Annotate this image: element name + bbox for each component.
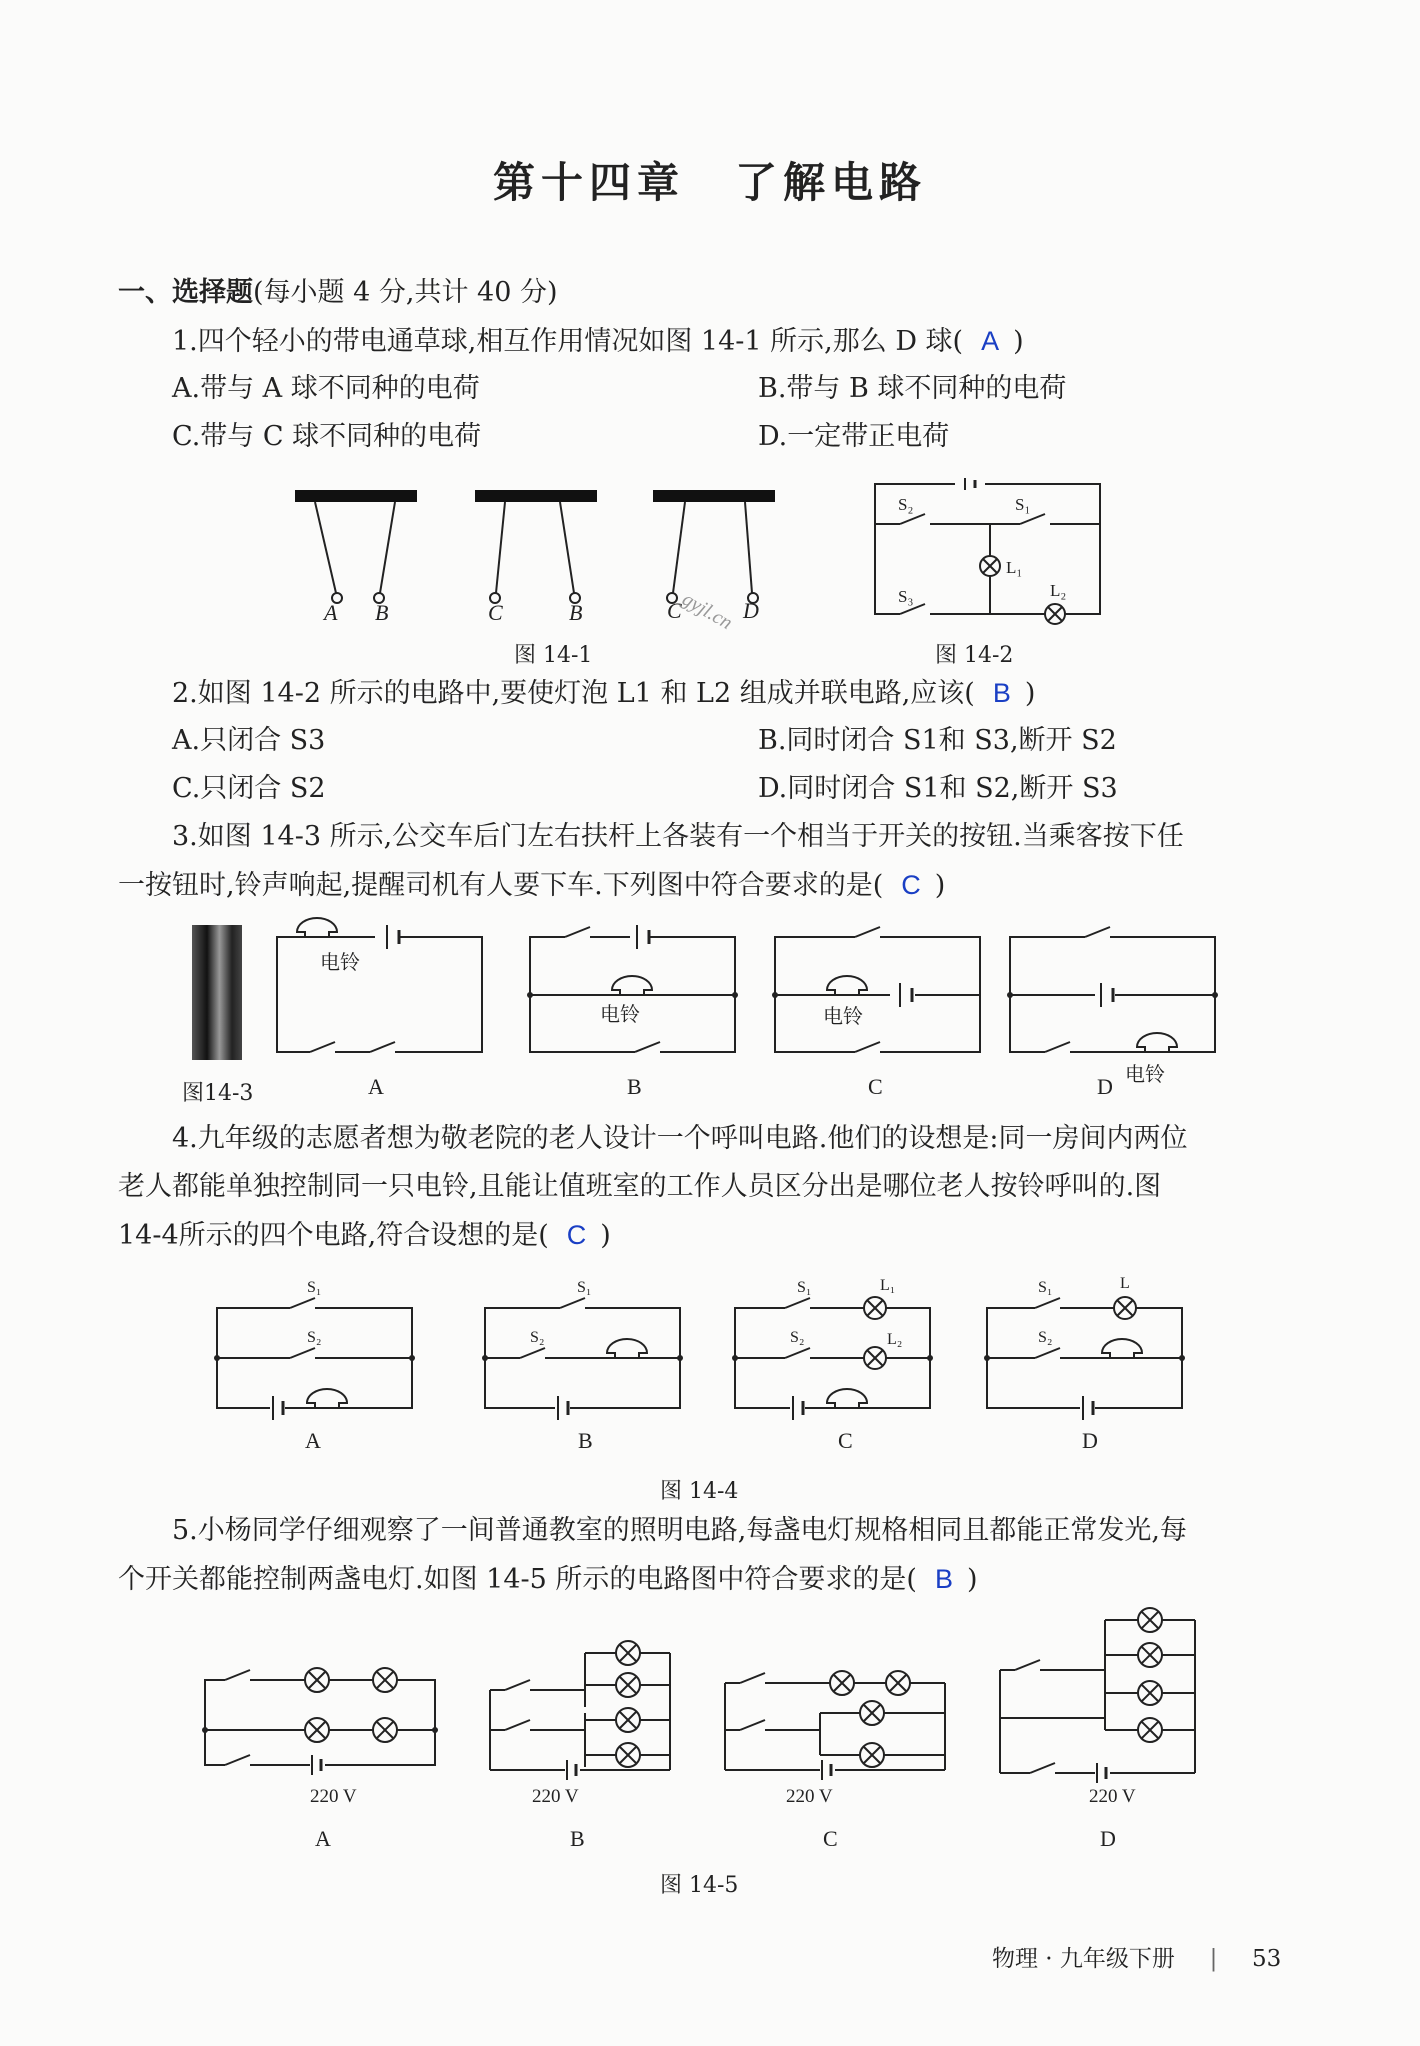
svg-text:S₂: S₂ bbox=[790, 1329, 805, 1346]
svg-text:S₁: S₁ bbox=[307, 1279, 322, 1296]
bell-label-a: 电铃 bbox=[320, 952, 360, 974]
watermark: gyjl.cn bbox=[678, 588, 737, 635]
q2-option-c: C.只闭合 S2 bbox=[172, 773, 326, 804]
q2-stem bbox=[172, 676, 1035, 711]
section-label: 一、选择题 bbox=[118, 277, 253, 308]
q3-fig-label-a: A bbox=[368, 1074, 384, 1099]
figure-14-3-circuits bbox=[275, 915, 1235, 1065]
q4-answer: C bbox=[566, 1220, 587, 1250]
circuit-5a bbox=[202, 1668, 438, 1775]
q2-option-d: D.同时闭合 S1和 S2,断开 S3 bbox=[758, 773, 1118, 804]
page-footer bbox=[992, 1940, 1281, 1973]
q5-line-2 bbox=[118, 1562, 978, 1597]
q3-line-2 bbox=[118, 868, 945, 903]
circuit-4a bbox=[214, 1279, 415, 1420]
q5-close: ) bbox=[966, 1564, 978, 1595]
fig-14-4-caption: 图 14-4 bbox=[660, 1479, 739, 1504]
q1-option-b: B.带与 B 球不同种的电荷 bbox=[758, 373, 1067, 404]
ball-label-c: C bbox=[488, 600, 503, 625]
figure-14-4 bbox=[215, 1270, 1195, 1430]
q4-fig-label-b: B bbox=[578, 1428, 593, 1453]
q2-option-a: A.只闭合 S3 bbox=[172, 725, 326, 756]
bell-label-d: 电铃 bbox=[1125, 1064, 1165, 1086]
voltage-label-a: 220 V bbox=[310, 1786, 357, 1807]
q1-stem-text: 1.四个轻小的带电通草球,相互作用情况如图 14-1 所示,那么 D 球( bbox=[172, 326, 964, 357]
section-heading bbox=[118, 276, 558, 310]
voltage-label-d: 220 V bbox=[1089, 1786, 1136, 1807]
q5-fig-label-a: A bbox=[315, 1826, 331, 1851]
chapter-name: 了解电路 bbox=[735, 158, 928, 207]
svg-text:L₂: L₂ bbox=[887, 1331, 903, 1348]
q4-line-1: 4.九年级的志愿者想为敬老院的老人设计一个呼叫电路.他们的设想是:同一房间内两位 bbox=[172, 1123, 1188, 1154]
bell-label-b: 电铃 bbox=[600, 1004, 640, 1026]
book-title: 物理 · 九年级下册 bbox=[992, 1946, 1175, 1972]
ball-pair-cd bbox=[653, 490, 775, 603]
q4-fig-label-c: C bbox=[838, 1428, 853, 1453]
q4-line-2: 老人都能单独控制同一只电铃,且能让值班室的工作人员区分出是哪位老人按铃呼叫的.图 bbox=[118, 1171, 1162, 1202]
circuit-3d bbox=[1007, 927, 1218, 1052]
q3-fig-label-b: B bbox=[627, 1074, 642, 1099]
q5-fig-label-c: C bbox=[823, 1826, 838, 1851]
svg-text:L: L bbox=[1120, 1275, 1130, 1292]
q1-option-a: A.带与 A 球不同种的电荷 bbox=[172, 373, 480, 404]
page-number: 53 bbox=[1251, 1946, 1282, 1972]
circuit-5c bbox=[725, 1671, 945, 1780]
q5-line-1: 5.小杨同学仔细观察了一间普通教室的照明电路,每盏电灯规格相同且都能正常发光,每 bbox=[172, 1515, 1187, 1546]
q3-fig-label-d: D bbox=[1097, 1074, 1113, 1099]
figure-14-2 bbox=[870, 478, 1110, 618]
q4-fig-label-d: D bbox=[1082, 1428, 1098, 1453]
fig-14-2-caption: 图 14-2 bbox=[935, 643, 1014, 668]
fig-14-3-caption: 图14-3 bbox=[182, 1081, 254, 1106]
circuit-3a bbox=[277, 918, 482, 1052]
q1-answer: A bbox=[981, 326, 1000, 356]
ball-label-b2: B bbox=[569, 600, 583, 625]
voltage-label-c: 220 V bbox=[786, 1786, 833, 1807]
figure-14-5 bbox=[200, 1605, 1200, 1785]
q4-line-3-text: 14-4所示的四个电路,符合设想的是( bbox=[118, 1220, 549, 1251]
fig-14-1-caption: 图 14-1 bbox=[514, 643, 593, 668]
section-note: (每小题 4 分,共计 40 分) bbox=[253, 277, 558, 308]
q3-fig-label-c: C bbox=[868, 1074, 883, 1099]
chapter-number: 第十四章 bbox=[492, 158, 685, 207]
q1-option-c: C.带与 C 球不同种的电荷 bbox=[172, 421, 482, 452]
ball-label-c2: C bbox=[667, 598, 682, 623]
voltage-label-b: 220 V bbox=[532, 1786, 579, 1807]
svg-text:S₁: S₁ bbox=[577, 1279, 592, 1296]
circuit-4b bbox=[482, 1279, 683, 1420]
svg-text:S₂: S₂ bbox=[530, 1329, 545, 1346]
ball-label-a: A bbox=[324, 600, 338, 625]
label-s3: S₃ bbox=[898, 587, 914, 606]
circuit-5d bbox=[1000, 1608, 1195, 1783]
q3-answer: C bbox=[901, 870, 921, 900]
svg-text:S₂: S₂ bbox=[1038, 1329, 1053, 1346]
svg-text:S₁: S₁ bbox=[1038, 1279, 1053, 1296]
q5-fig-label-b: B bbox=[570, 1826, 585, 1851]
q3-line-1: 3.如图 14-3 所示,公交车后门左右扶杆上各装有一个相当于开关的按钮.当乘客按下任 bbox=[172, 821, 1184, 852]
q3-close: ) bbox=[934, 870, 946, 901]
q1-stem bbox=[172, 324, 1024, 359]
q2-stem-text: 2.如图 14-2 所示的电路中,要使灯泡 L1 和 L2 组成并联电路,应该( bbox=[172, 678, 975, 709]
q5-line-2-text: 个开关都能控制两盏电灯.如图 14-5 所示的电路图中符合要求的是( bbox=[118, 1564, 917, 1595]
q2-answer: B bbox=[992, 678, 1011, 708]
q5-fig-label-d: D bbox=[1100, 1826, 1116, 1851]
q1-close: ) bbox=[1013, 326, 1024, 357]
fig-14-5-caption: 图 14-5 bbox=[660, 1873, 739, 1898]
circuit-4c bbox=[732, 1277, 933, 1420]
q4-fig-label-a: A bbox=[305, 1428, 321, 1453]
footer-divider: | bbox=[1209, 1946, 1218, 1972]
label-l2: L₂ bbox=[1050, 581, 1067, 600]
q5-answer: B bbox=[934, 1564, 953, 1594]
q4-close: ) bbox=[600, 1220, 611, 1251]
circuit-3b bbox=[527, 925, 738, 1052]
label-s1: S₁ bbox=[1015, 495, 1031, 514]
q2-close: ) bbox=[1024, 678, 1036, 709]
support-bar bbox=[295, 490, 417, 502]
ball-pair-cb bbox=[475, 490, 597, 603]
support-bar bbox=[653, 490, 775, 502]
bus-handrail-photo bbox=[192, 925, 242, 1060]
q1-option-d: D.一定带正电荷 bbox=[758, 421, 950, 452]
chapter-title bbox=[0, 150, 1420, 210]
svg-text:S₂: S₂ bbox=[307, 1329, 322, 1346]
bell-label-c: 电铃 bbox=[823, 1006, 863, 1028]
support-bar bbox=[475, 490, 597, 502]
svg-text:L₁: L₁ bbox=[880, 1277, 896, 1294]
q2-option-b: B.同时闭合 S1和 S3,断开 S2 bbox=[758, 725, 1117, 756]
ball-label-d: D bbox=[743, 598, 759, 623]
ball-label-b: B bbox=[375, 600, 389, 625]
q4-line-3 bbox=[118, 1218, 611, 1253]
ball-pair-ab bbox=[295, 490, 417, 603]
svg-text:S₁: S₁ bbox=[797, 1279, 812, 1296]
label-l1: L₁ bbox=[1006, 558, 1023, 577]
q3-line-2-text: 一按钮时,铃声响起,提醒司机有人要下车.下列图中符合要求的是( bbox=[118, 870, 884, 901]
circuit-3c bbox=[772, 927, 980, 1052]
circuit-4d bbox=[984, 1275, 1185, 1420]
label-s2: S₂ bbox=[898, 495, 914, 514]
circuit-5b bbox=[490, 1641, 670, 1780]
